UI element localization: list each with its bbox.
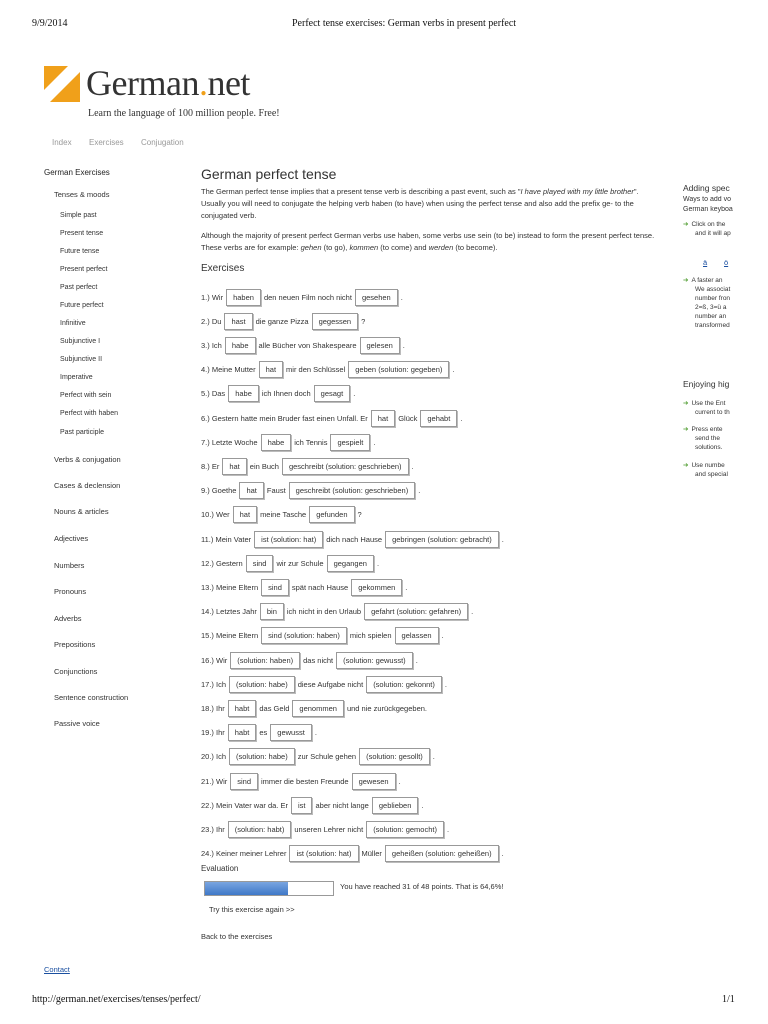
exercise-text: 2.) Du: [201, 316, 222, 326]
sidebar-subitem[interactable]: Past perfect: [60, 284, 98, 291]
exercise-row: [201, 336, 405, 354]
answer-field[interactable]: habe: [225, 337, 256, 354]
try-again-link[interactable]: Try this exercise again >>: [209, 905, 295, 914]
exercise-text: .: [353, 389, 356, 399]
sidebar-item-nouns[interactable]: Nouns & articles: [54, 507, 109, 516]
exercise-text: spät nach Hause: [291, 582, 349, 592]
exercise-text: 10.) Wer: [201, 510, 230, 520]
exercise-text: unseren Lehrer nicht: [294, 824, 364, 834]
arrow-right-icon: ➔: [683, 426, 689, 433]
sidebar-subitem[interactable]: Infinitive: [60, 320, 86, 327]
exercise-row: [201, 506, 362, 524]
sidebar-subitem[interactable]: Subjunctive II: [60, 356, 103, 363]
exercise-text: 8.) Er: [201, 461, 220, 471]
answer-field[interactable]: sind (solution: haben): [261, 627, 347, 644]
exercise-text: Glück: [398, 413, 418, 423]
exercise-text: ?: [361, 316, 366, 326]
sidebar-subitem[interactable]: Past participle: [60, 429, 104, 436]
answer-field[interactable]: gebringen (solution: gebracht): [385, 531, 499, 548]
answer-field[interactable]: gelesen: [360, 337, 400, 354]
logo-tagline: Learn the language of 100 million people. Free!: [88, 108, 280, 119]
exercise-row: [201, 651, 418, 669]
nav-index[interactable]: Index: [52, 138, 72, 147]
insert-a-umlaut-link[interactable]: ä: [703, 258, 708, 267]
answer-field[interactable]: ist (solution: hat): [254, 531, 323, 548]
exercise-text: .: [421, 800, 424, 810]
score-progress-bar: [204, 881, 334, 896]
exercise-row: [201, 699, 427, 717]
answer-field[interactable]: (solution: habe): [229, 748, 295, 765]
right-bullet: ➔ Click on the and it will ap: [683, 221, 731, 237]
exercise-row: [201, 845, 504, 863]
intro-paragraph-2: Although the majority of present perfect German verbs use haben, some verbs use sein (to be) instead to form the present perfect tense. These verbs are for example: gehen (to go), kommen (to come) and werden (to become).: [201, 231, 655, 252]
intro-paragraph-1: The German perfect tense implies that a present tense verb is describing a past event, such as "I have played with my little brother". Usually you will need to conjugate the helping verb haben (to have) when using the perfect tense and also add the prefix ge- to the conjugated verb.: [201, 187, 639, 220]
print-page-number: 1/1: [722, 994, 735, 1005]
exercise-text: ?: [357, 510, 362, 520]
exercise-text: dich nach Hause: [326, 534, 383, 544]
exercise-text: 19.) Ihr: [201, 728, 225, 738]
sidebar-item-tenses-moods[interactable]: Tenses & moods: [54, 190, 110, 199]
exercise-text: 20.) Ich: [201, 752, 227, 762]
print-title: Perfect tense exercises: German verbs in present perfect: [292, 18, 517, 29]
answer-field[interactable]: gespielt: [330, 434, 370, 451]
exercise-text: .: [444, 679, 447, 689]
answer-field[interactable]: habe: [228, 385, 259, 402]
exercise-text: 22.) Mein Vater war da. Er: [201, 800, 288, 810]
exercise-text: .: [452, 365, 455, 375]
exercise-text: aber nicht lange: [315, 800, 369, 810]
sidebar-subitem[interactable]: Subjunctive I: [60, 338, 101, 345]
answer-field[interactable]: (solution: gekonnt): [366, 676, 442, 693]
exercise-text: .: [411, 461, 414, 471]
answer-field[interactable]: hat: [371, 410, 395, 427]
exercise-row: [201, 675, 447, 693]
exercise-text: 1.) Wir: [201, 292, 224, 302]
answer-field[interactable]: (solution: haben): [230, 652, 300, 669]
exercise-text: 4.) Meine Mutter: [201, 365, 256, 375]
sidebar-subitem[interactable]: Perfect with sein: [60, 392, 112, 399]
answer-field[interactable]: (solution: gemocht): [366, 821, 444, 838]
sidebar-subitem[interactable]: Simple past: [60, 212, 97, 219]
answer-field[interactable]: gefahrt (solution: gefahren): [364, 603, 468, 620]
exercise-text: .: [446, 824, 450, 834]
answer-field[interactable]: hat: [233, 506, 257, 523]
arrow-right-icon: ➔: [683, 221, 689, 228]
exercise-text: .: [405, 582, 408, 592]
sidebar-title[interactable]: German Exercises: [44, 168, 110, 177]
exercise-text: 21.) Wir: [201, 776, 228, 786]
exercise-text: 11.) Mein Vater: [201, 534, 252, 544]
exercise-text: 18.) Ihr: [201, 703, 225, 713]
arrow-right-icon: ➔: [683, 400, 689, 407]
answer-field[interactable]: geschreibt (solution: geschrieben): [282, 458, 409, 475]
exercise-text: 7.) Letzte Woche: [201, 437, 258, 447]
answer-field[interactable]: gesehen: [355, 289, 398, 306]
right-bullet: ➔ Use the Ent current to th: [683, 400, 730, 416]
sidebar-subitem[interactable]: Present perfect: [60, 266, 108, 273]
evaluation-label: Evaluation: [201, 864, 239, 873]
answer-field[interactable]: gekommen: [351, 579, 402, 596]
exercise-text: .: [432, 752, 435, 762]
score-progress-fill: [205, 882, 288, 895]
sidebar-item-cases[interactable]: Cases & declension: [54, 481, 121, 490]
exercise-text: .: [501, 534, 504, 544]
answer-field[interactable]: gehabt: [420, 410, 457, 427]
exercise-row: [201, 385, 355, 403]
exercise-row: [201, 409, 462, 427]
exercise-row: [201, 772, 401, 790]
answer-field[interactable]: geben (solution: gegeben): [348, 361, 449, 378]
arrow-right-icon: ➔: [683, 462, 689, 469]
answer-field[interactable]: geschreibt (solution: geschrieben): [289, 482, 416, 499]
exercise-text: Müller: [361, 849, 382, 859]
answer-field[interactable]: bin: [260, 603, 284, 620]
exercise-text: alle Bücher von Shakespeare: [258, 340, 357, 350]
exercise-text: 14.) Letztes Jahr: [201, 607, 257, 617]
exercise-row: [201, 627, 444, 645]
exercise-row: [201, 457, 414, 475]
exercise-text: den neuen Film noch nicht: [263, 292, 352, 302]
exercise-row: [201, 820, 449, 838]
logo-wordmark[interactable]: German.net: [86, 63, 250, 103]
exercise-text: .: [501, 849, 504, 859]
answer-field[interactable]: (solution: habe): [229, 676, 295, 693]
exercise-text: das Geld: [259, 703, 290, 713]
exercise-row: [201, 361, 455, 379]
answer-field[interactable]: habt: [228, 700, 257, 717]
right-heading-enjoying: Enjoying hig: [683, 379, 730, 389]
exercise-text: .: [373, 437, 376, 447]
answer-field[interactable]: hast: [224, 313, 252, 330]
answer-field[interactable]: sind: [230, 773, 258, 790]
sidebar-item-conjunctions[interactable]: Conjunctions: [54, 667, 98, 676]
sidebar-item-adjectives[interactable]: Adjectives: [54, 534, 89, 543]
exercise-text: es: [259, 728, 268, 738]
answer-field[interactable]: genommen: [292, 700, 344, 717]
exercise-row: [201, 724, 317, 742]
exercise-text: 12.) Gestern: [201, 558, 243, 568]
answer-field[interactable]: gesagt: [314, 385, 351, 402]
exercise-text: immer die besten Freunde: [261, 776, 349, 786]
sidebar-item-adverbs[interactable]: Adverbs: [54, 614, 82, 623]
sidebar-item-pronouns[interactable]: Pronouns: [54, 587, 87, 596]
exercise-text: .: [441, 631, 444, 641]
print-date: 9/9/2014: [32, 18, 68, 29]
exercise-row: [201, 748, 435, 766]
exercise-row: [201, 796, 423, 814]
answer-field[interactable]: gegangen: [327, 555, 374, 572]
exercise-text: 23.) Ihr: [201, 824, 225, 834]
answer-field[interactable]: sind: [246, 555, 274, 572]
sidebar-subitem[interactable]: Present tense: [60, 230, 104, 237]
answer-field[interactable]: geheißen (solution: geheißen): [385, 845, 499, 862]
answer-field[interactable]: geblieben: [372, 797, 419, 814]
answer-field[interactable]: gewesen: [352, 773, 396, 790]
exercise-text: mir den Schlüssel: [286, 365, 346, 375]
exercise-row: [201, 530, 504, 548]
exercise-text: diese Aufgabe nicht: [297, 679, 364, 689]
exercise-text: meine Tasche: [260, 510, 307, 520]
exercise-text: ich nicht in den Urlaub: [286, 607, 362, 617]
exercise-row: [201, 433, 375, 451]
exercise-text: wir zur Schule: [276, 558, 324, 568]
right-bullet: ➔ Press ente send the solutions.: [683, 426, 723, 451]
sidebar-subitem[interactable]: Imperative: [60, 374, 93, 381]
answer-field[interactable]: gefunden: [309, 506, 354, 523]
exercise-row: [201, 554, 379, 572]
exercise-text: .: [400, 292, 403, 302]
sidebar-item-passive-voice[interactable]: Passive voice: [54, 719, 100, 728]
arrow-right-icon: ➔: [683, 277, 689, 284]
answer-field[interactable]: gewusst: [270, 724, 312, 741]
exercise-text: 17.) Ich: [201, 679, 227, 689]
exercise-text: ich Tennis: [294, 437, 328, 447]
exercises-heading: Exercises: [201, 263, 245, 274]
exercise-text: .: [314, 728, 317, 738]
sidebar-subitem[interactable]: Future perfect: [60, 302, 104, 309]
exercise-text: .: [415, 655, 418, 665]
exercise-text: und nie zurückgegeben.: [346, 703, 427, 713]
right-bullet: ➔ A faster an We associat number fron 2=ß, 3=ü a number an transformed: [683, 277, 731, 329]
german-net-logo-icon[interactable]: [44, 66, 80, 102]
exercise-text: das nicht: [303, 655, 334, 665]
answer-field[interactable]: habt: [228, 724, 257, 741]
exercise-text: .: [471, 607, 474, 617]
answer-field[interactable]: haben: [226, 289, 261, 306]
right-heading-special-chars: Adding spec: [683, 183, 730, 193]
exercise-text: Faust: [266, 486, 286, 496]
sidebar-item-sentence-construction[interactable]: Sentence construction: [54, 693, 129, 702]
print-url: http://german.net/exercises/tenses/perfect/: [32, 994, 201, 1005]
exercise-row: [201, 312, 365, 330]
exercise-text: zur Schule gehen: [297, 752, 357, 762]
sidebar-item-numbers[interactable]: Numbers: [54, 561, 85, 570]
nav-exercises[interactable]: Exercises: [89, 138, 124, 147]
exercise-text: 15.) Meine Eltern: [201, 631, 259, 641]
answer-field[interactable]: hat: [259, 361, 283, 378]
exercise-row: [201, 603, 473, 621]
contact-link[interactable]: Contact: [44, 965, 70, 974]
exercise-text: 24.) Keiner meiner Lehrer: [201, 849, 287, 859]
exercise-text: 5.) Das: [201, 389, 226, 399]
exercise-row: [201, 578, 407, 596]
exercise-text: .: [402, 340, 405, 350]
answer-field[interactable]: (solution: habt): [228, 821, 292, 838]
exercise-text: .: [376, 558, 380, 568]
exercise-text: die ganze Pizza: [255, 316, 309, 326]
answer-field[interactable]: ist (solution: hat): [289, 845, 358, 862]
right-text: German keyboa: [683, 206, 733, 213]
sidebar-item-prepositions[interactable]: Prepositions: [54, 640, 96, 649]
sidebar-item-verbs[interactable]: Verbs & conjugation: [54, 455, 121, 464]
answer-field[interactable]: hat: [239, 482, 263, 499]
exercise-text: 9.) Goethe: [201, 486, 237, 496]
exercise-row: [201, 288, 403, 306]
sidebar-subitem[interactable]: Future tense: [60, 248, 100, 255]
exercise-text: .: [418, 486, 421, 496]
exercise-text: ich Ihnen doch: [261, 389, 311, 399]
exercise-text: 16.) Wir: [201, 655, 228, 665]
answer-field[interactable]: sind: [261, 579, 289, 596]
answer-field[interactable]: gegessen: [312, 313, 359, 330]
exercise-text: .: [398, 776, 401, 786]
exercise-text: .: [460, 413, 463, 423]
exercise-text: mich spielen: [349, 631, 392, 641]
back-to-exercises-link[interactable]: Back to the exercises: [201, 932, 273, 941]
answer-field[interactable]: (solution: gewusst): [336, 652, 413, 669]
answer-field[interactable]: habe: [261, 434, 292, 451]
insert-o-umlaut-link[interactable]: ö: [724, 258, 729, 267]
nav-conjugation[interactable]: Conjugation: [141, 138, 184, 147]
answer-field[interactable]: ist: [291, 797, 313, 814]
page-title: German perfect tense: [201, 166, 337, 182]
exercise-row: [201, 482, 420, 500]
right-bullet: ➔ Use numbe and special: [683, 462, 728, 478]
exercise-text: 6.) Gestern hatte mein Bruder fast einen Unfall. Er: [201, 413, 368, 423]
exercise-text: 13.) Meine Eltern: [201, 582, 259, 592]
answer-field[interactable]: hat: [222, 458, 246, 475]
exercise-text: ein Buch: [249, 461, 279, 471]
answer-field[interactable]: gelassen: [395, 627, 439, 644]
sidebar-subitem[interactable]: Perfect with haben: [60, 410, 118, 417]
right-text: Ways to add vo: [683, 196, 731, 203]
answer-field[interactable]: (solution: gesollt): [359, 748, 430, 765]
score-result-text: You have reached 31 of 48 points. That is 64,6%!: [340, 882, 504, 891]
exercise-text: 3.) Ich: [201, 340, 222, 350]
